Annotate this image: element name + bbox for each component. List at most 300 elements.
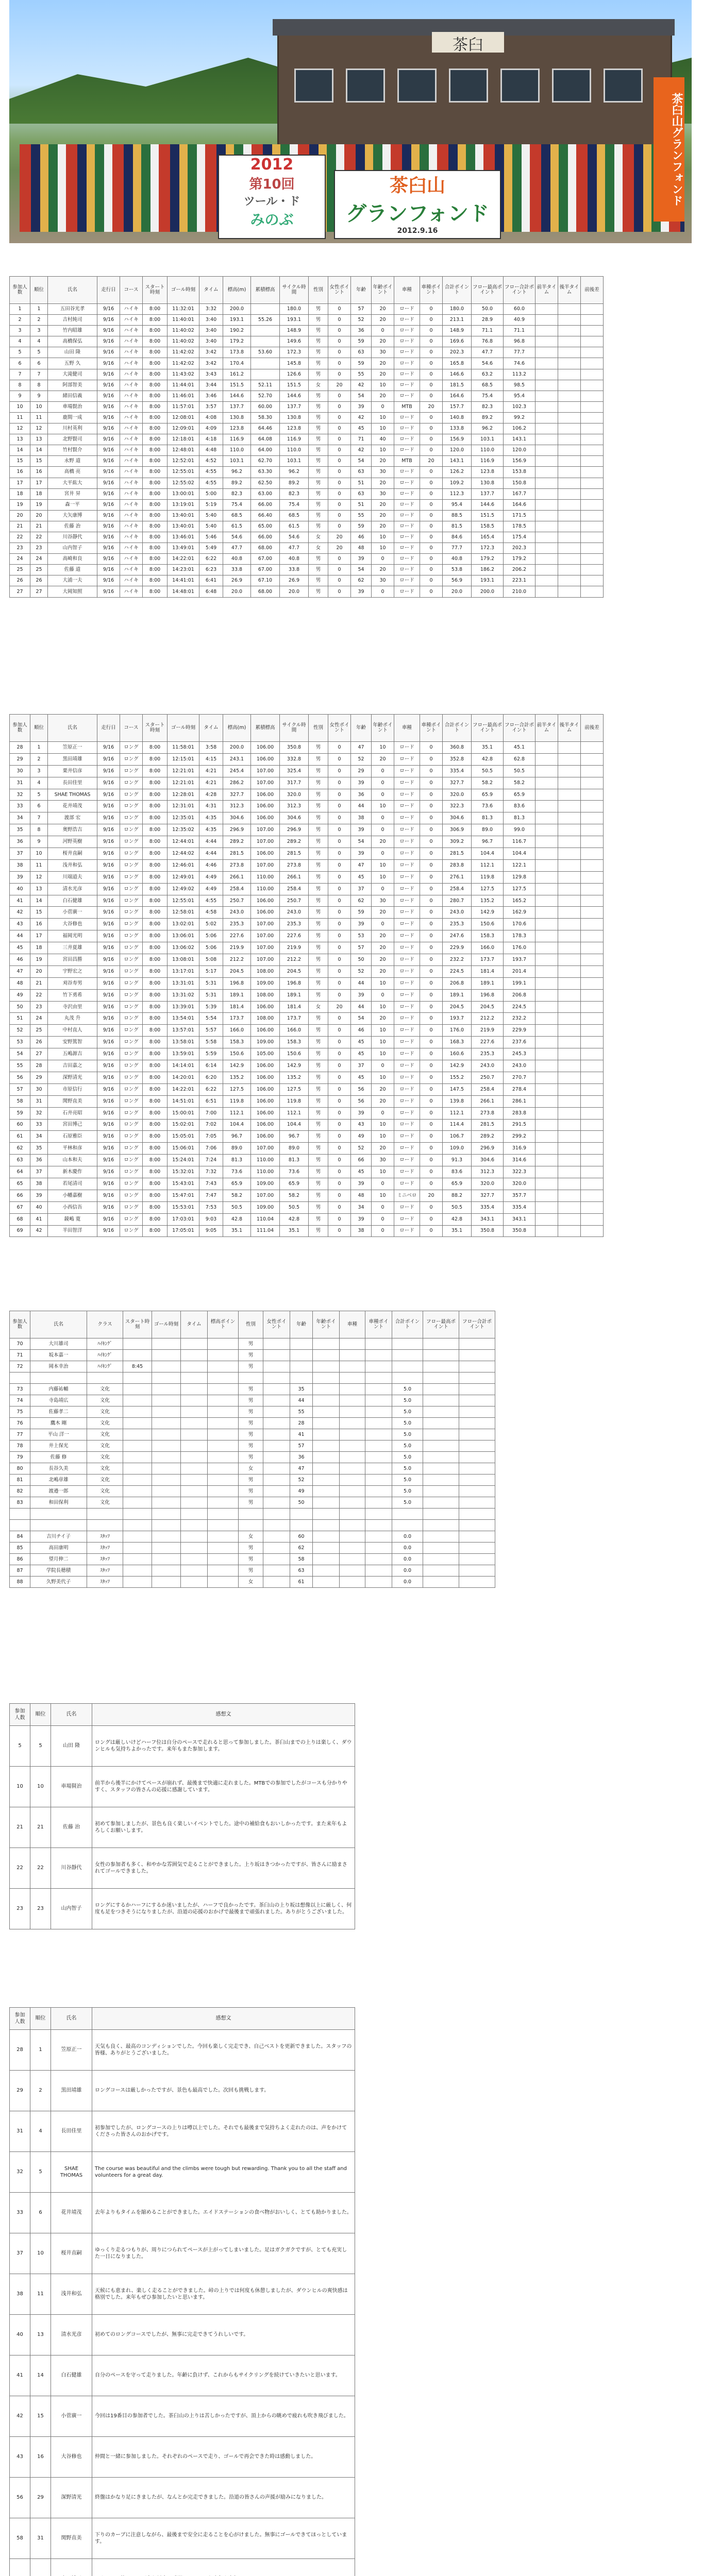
table-cell: 男 (309, 456, 328, 467)
table-row (10, 1166, 604, 1178)
table-cell: 219.9 (223, 942, 251, 954)
table-cell: 川谷靜代 (48, 532, 97, 543)
table-cell (581, 812, 604, 824)
table-cell: 男 (309, 907, 328, 919)
table-cell: 104.4 (280, 1119, 309, 1131)
table-cell: 229.9 (443, 942, 472, 954)
table-cell: 62 (351, 575, 372, 586)
table-cell: 45 (351, 1072, 372, 1083)
table-cell: 女 (239, 1463, 263, 1475)
table-cell: 55.26 (251, 315, 280, 326)
table-cell: 91.3 (443, 1155, 472, 1166)
table-cell: 335.4 (504, 1201, 535, 1213)
table-cell: 9/16 (97, 942, 120, 954)
table-cell (181, 1452, 208, 1463)
table-cell: 0 (420, 1225, 443, 1237)
table-cell (313, 1372, 340, 1384)
table-cell (558, 907, 581, 919)
table-cell (459, 1429, 495, 1440)
table-cell: 竹村賢介 (48, 445, 97, 456)
table-cell: 7:24 (199, 1155, 223, 1166)
table-cell (423, 1543, 459, 1554)
column-header: サイクル時間 (280, 277, 309, 304)
table-cell (181, 1531, 208, 1543)
table-cell: 石原雅臣 (48, 1131, 97, 1143)
table-cell (558, 1037, 581, 1048)
table-cell: 79 (10, 1452, 30, 1463)
table-cell (340, 1429, 365, 1440)
table-cell: 20 (372, 1083, 394, 1095)
table-cell: 53 (351, 930, 372, 942)
table-cell: 41 (10, 895, 30, 907)
table-cell: 0 (328, 336, 351, 347)
table-cell: 0 (328, 412, 351, 423)
table-cell (535, 358, 558, 369)
table-cell: 0 (328, 1143, 351, 1155)
table-cell: 12:08:01 (168, 412, 199, 423)
table-cell: 77.7 (504, 347, 535, 358)
table-cell: 110.0 (280, 445, 309, 456)
table-cell: 22 (30, 989, 48, 1001)
table-cell: 59 (351, 907, 372, 919)
table-cell: 3:40 (199, 336, 223, 347)
table-cell: 327.7 (443, 777, 472, 789)
table-cell: 6:22 (199, 1083, 223, 1095)
table-cell: 104.4 (504, 848, 535, 860)
table-cell: 189.1 (280, 989, 309, 1001)
table-cell: 15:06:01 (168, 1143, 199, 1155)
table-cell: 9/16 (97, 423, 120, 434)
table-cell: 9/16 (97, 954, 120, 966)
table-cell: ロード (394, 1166, 420, 1178)
table-cell (535, 304, 558, 315)
table-cell (423, 1554, 459, 1565)
table-cell: 9/16 (97, 1155, 120, 1166)
table-cell (581, 467, 604, 478)
table-cell (181, 1520, 208, 1531)
table-cell: 38 (30, 1178, 48, 1190)
table-cell: 75.4 (280, 499, 309, 510)
table-cell: 男 (309, 1166, 328, 1178)
table-cell (581, 575, 604, 586)
table-cell: 107.00 (251, 824, 280, 836)
table-cell: 男 (309, 401, 328, 412)
table-cell: 五野 久 (48, 358, 97, 369)
table-cell: 男 (309, 412, 328, 423)
table-cell: 67.00 (251, 565, 280, 575)
table-cell: 8:00 (143, 391, 168, 401)
table-cell: 142.9 (223, 1060, 251, 1072)
table-cell: 0 (420, 434, 443, 445)
table-cell: 0 (328, 1213, 351, 1225)
table-cell: 9/16 (97, 1060, 120, 1072)
table-cell: 12 (10, 423, 30, 434)
table-cell (558, 812, 581, 824)
table-cell: 9/16 (97, 777, 120, 789)
comment-row (10, 2396, 355, 2437)
table-cell: 193.1 (472, 575, 504, 586)
table-row (10, 742, 604, 754)
column-header: 年齢ポイント (313, 1311, 340, 1338)
table-cell (123, 1543, 152, 1554)
table-row (10, 812, 604, 824)
table-cell: ロード (394, 586, 420, 597)
table-cell: ロング (120, 1037, 143, 1048)
table-row (10, 1060, 604, 1072)
table-cell: 173.7 (280, 1013, 309, 1025)
comments-table (9, 2007, 355, 2576)
table-cell: 9/16 (97, 871, 120, 883)
table-cell (535, 336, 558, 347)
table-cell (558, 1166, 581, 1178)
table-cell: 20 (372, 965, 394, 977)
table-cell (558, 358, 581, 369)
table-cell (123, 1418, 152, 1429)
table-cell: 0 (328, 1155, 351, 1166)
table-cell: 男 (239, 1452, 263, 1463)
table-cell: 5:54 (199, 1013, 223, 1025)
table-cell: ロング (120, 930, 143, 942)
table-cell: 9/16 (97, 499, 120, 510)
table-cell: 8:00 (143, 543, 168, 554)
comment-cell: 23 (10, 1889, 30, 1929)
table-cell: 104.4 (472, 848, 504, 860)
table-cell: 123.8 (223, 423, 251, 434)
event-group-photo (9, 0, 692, 243)
table-cell: 坂本嘉一 (30, 1350, 87, 1361)
table-cell: 0.0 (392, 1543, 423, 1554)
table-cell: ロード (394, 753, 420, 765)
table-cell: 53.8 (443, 565, 472, 575)
table-cell: 0 (420, 871, 443, 883)
comment-text: 終盤はかなり足にきましたが、なんとか完走できました。沿道の皆さんの声援が励みになりました。 (92, 2478, 355, 2518)
table-cell: 60 (10, 1119, 30, 1131)
table-cell: 男 (309, 1025, 328, 1037)
table-cell (251, 336, 280, 347)
table-cell: 30 (372, 347, 394, 358)
table-cell: 106.00 (251, 907, 280, 919)
table-cell (459, 1440, 495, 1452)
table-cell: 9/16 (97, 304, 120, 315)
table-cell: 8:00 (143, 895, 168, 907)
column-header: フロー合計ポイント (504, 715, 535, 742)
table-cell: ロング (120, 1083, 143, 1095)
table-cell: 55 (10, 1060, 30, 1072)
table-cell: 18 (30, 488, 48, 499)
table-cell: 106.00 (251, 1083, 280, 1095)
table-cell: 65.9 (443, 1178, 472, 1190)
table-cell: 30 (30, 1083, 48, 1095)
table-cell: 108.00 (251, 1013, 280, 1025)
table-cell: 笠原正一 (48, 742, 97, 754)
table-cell: 4:55 (199, 478, 223, 488)
table-cell: 52 (290, 1475, 313, 1486)
table-cell: 17 (30, 478, 48, 488)
comment-row (10, 2437, 355, 2478)
table-cell: 71 (351, 434, 372, 445)
header-row (10, 1704, 355, 1726)
table-cell: 316.9 (504, 1143, 535, 1155)
table-cell (581, 1095, 604, 1107)
table-cell: 宮井 昇 (48, 488, 97, 499)
table-cell (313, 1509, 340, 1520)
table-cell: 12:35:01 (168, 812, 199, 824)
table-cell: 61 (290, 1577, 313, 1588)
table-cell: 212.2 (280, 954, 309, 966)
table-cell: 49 (10, 989, 30, 1001)
table-cell (535, 554, 558, 565)
table-cell (581, 1178, 604, 1190)
table-cell: 高橋保弘 (48, 336, 97, 347)
table-cell: 81 (10, 1475, 30, 1486)
table-cell (558, 543, 581, 554)
table-cell: 110.00 (251, 1155, 280, 1166)
table-cell (581, 1190, 604, 1201)
table-cell: 0 (420, 930, 443, 942)
table-cell: 0 (328, 1225, 351, 1237)
table-cell: 42.8 (223, 1213, 251, 1225)
table-cell (340, 1338, 365, 1350)
table-cell: 0 (420, 1166, 443, 1178)
table-cell (459, 1350, 495, 1361)
table-cell: 186.2 (472, 565, 504, 575)
table-cell: ロード (394, 1225, 420, 1237)
table-cell (558, 954, 581, 966)
table-cell: 0 (328, 586, 351, 597)
table-cell: 9/16 (97, 1131, 120, 1143)
table-cell: 14:41:01 (168, 575, 199, 586)
table-cell: ｽﾀｯﾌ (87, 1577, 123, 1588)
table-cell: 7:53 (199, 1201, 223, 1213)
table-cell (208, 1418, 239, 1429)
table-cell (152, 1543, 181, 1554)
table-cell: 0 (328, 554, 351, 565)
table-cell: 0 (328, 1119, 351, 1131)
table-cell: 0 (328, 478, 351, 488)
comment-cell: 29 (10, 2071, 30, 2111)
table-cell (558, 1025, 581, 1037)
table-cell: 0 (372, 1178, 394, 1190)
table-cell: 151.5 (280, 380, 309, 391)
table-cell: 55 (290, 1406, 313, 1418)
table-cell: 9/16 (97, 1201, 120, 1213)
table-cell: 20 (372, 1095, 394, 1107)
table-cell: 4:48 (199, 445, 223, 456)
table-row (10, 1201, 604, 1213)
table-cell: 245.3 (504, 1048, 535, 1060)
table-cell: 車場賢治 (48, 401, 97, 412)
table-row (10, 434, 604, 445)
table-cell: 男 (309, 304, 328, 315)
table-cell (263, 1440, 290, 1452)
table-cell: 12:46:01 (168, 859, 199, 871)
table-cell: 12:48:01 (168, 445, 199, 456)
table-cell: ハイキ (120, 315, 143, 326)
table-cell (581, 434, 604, 445)
table-cell (392, 1350, 423, 1361)
table-cell (208, 1384, 239, 1395)
table-cell: 内藤祐輔 (30, 1384, 87, 1395)
table-row (10, 445, 604, 456)
table-cell: 67.00 (251, 554, 280, 565)
column-header: 走行日 (97, 715, 120, 742)
table-cell: 9/16 (97, 401, 120, 412)
table-cell: 299.2 (504, 1131, 535, 1143)
table-cell: 5:31 (199, 989, 223, 1001)
table-cell (581, 1013, 604, 1025)
table-cell (263, 1372, 290, 1384)
comment-cell: 5 (30, 2152, 51, 2193)
table-cell: 142.9 (443, 1060, 472, 1072)
table-cell: 13:06:01 (168, 930, 199, 942)
table-cell: ロード (394, 930, 420, 942)
table-cell: 47.7 (472, 347, 504, 358)
table-cell: 164.6 (443, 391, 472, 401)
comment-cell: 佐藤 治 (51, 1807, 92, 1848)
table-cell: 9 (30, 391, 48, 401)
table-row (10, 575, 604, 586)
table-cell (208, 1338, 239, 1350)
table-cell: 317.7 (280, 777, 309, 789)
table-cell: 9/16 (97, 789, 120, 801)
table-cell: 3 (30, 326, 48, 336)
table-cell: ﾊｲｷﾝｸﾞ (87, 1338, 123, 1350)
table-cell: 8:00 (143, 942, 168, 954)
table-cell: 30 (372, 575, 394, 586)
table-cell: ロード (394, 315, 420, 326)
table-cell: 0 (420, 488, 443, 499)
table-cell: 男 (309, 753, 328, 765)
table-cell: 8:00 (143, 812, 168, 824)
table-cell: 170.4 (223, 358, 251, 369)
table-cell: 8:00 (143, 836, 168, 848)
table-cell: 66.00 (251, 499, 280, 510)
table-cell (365, 1531, 392, 1543)
table-cell (558, 1107, 581, 1119)
table-cell: 9/16 (97, 445, 120, 456)
table-cell: 151.5 (472, 510, 504, 521)
table-cell: 47 (351, 742, 372, 754)
comment-text: 自分のペースを守って走りました。年齢に負けず、これからもサイクリングを続けていきたいと思います。 (92, 2355, 355, 2396)
table-cell: ハイキ (120, 347, 143, 358)
table-cell: 27 (30, 586, 48, 597)
comment-cell: 10 (30, 1767, 51, 1807)
table-cell (535, 1119, 558, 1131)
table-row (10, 1531, 495, 1543)
table-cell: 20 (372, 456, 394, 467)
table-cell: 35 (30, 1143, 48, 1155)
table-row (10, 753, 604, 765)
table-cell: 119.8 (472, 871, 504, 883)
table-cell: 258.4 (223, 883, 251, 895)
table-cell (581, 565, 604, 575)
table-cell: 0 (328, 954, 351, 966)
table-cell (581, 836, 604, 848)
table-cell: 12:52:01 (168, 456, 199, 467)
table-row (10, 1497, 495, 1509)
table-cell: 男 (309, 478, 328, 488)
table-cell: 16 (30, 919, 48, 930)
table-cell (365, 1554, 392, 1565)
table-row (10, 1395, 495, 1406)
table-cell (581, 304, 604, 315)
table-cell (365, 1486, 392, 1497)
table-cell: 327.7 (472, 1190, 504, 1201)
table-cell: 66.40 (251, 510, 280, 521)
table-cell: ｽﾀｯﾌ (87, 1543, 123, 1554)
table-cell: ロード (394, 1013, 420, 1025)
table-cell: 51 (351, 478, 372, 488)
table-cell (459, 1338, 495, 1350)
table-cell: 39 (351, 586, 372, 597)
table-cell: 243.0 (280, 907, 309, 919)
table-cell: 63 (351, 467, 372, 478)
table-cell (459, 1497, 495, 1509)
table-cell: 144.6 (472, 499, 504, 510)
table-cell: 40 (30, 1201, 48, 1213)
table-cell: ロード (394, 954, 420, 966)
column-header: クラス (87, 1311, 123, 1338)
table-cell: 219.9 (280, 942, 309, 954)
table-cell: 322.3 (443, 801, 472, 812)
table-cell (535, 789, 558, 801)
column-header: 年齢 (351, 277, 372, 304)
table-cell: 男 (309, 1072, 328, 1083)
table-cell: 0 (372, 765, 394, 777)
table-cell: 5:06 (199, 942, 223, 954)
table-cell (181, 1440, 208, 1452)
table-cell: 26.9 (280, 575, 309, 586)
table-cell: 96.7 (472, 836, 504, 848)
table-cell: ロング (120, 977, 143, 989)
table-cell (423, 1486, 459, 1497)
table-cell: 62.8 (504, 753, 535, 765)
table-cell: 155.2 (443, 1072, 472, 1083)
table-cell: ロング (120, 1013, 143, 1025)
table-cell (581, 824, 604, 836)
table-cell: 9/16 (97, 1095, 120, 1107)
table-cell (181, 1372, 208, 1384)
table-cell: 99.2 (504, 412, 535, 423)
table-cell: 54 (351, 391, 372, 401)
table-cell (290, 1338, 313, 1350)
table-cell: ロード (394, 1083, 420, 1095)
table-cell: ロング (120, 1166, 143, 1178)
table-cell: 川端道夫 (48, 871, 97, 883)
table-cell: 9/16 (97, 1190, 120, 1201)
table-cell: 0 (328, 812, 351, 824)
table-cell (558, 1072, 581, 1083)
table-cell: 0 (420, 554, 443, 565)
table-row (10, 347, 604, 358)
table-cell: 3:32 (199, 304, 223, 315)
table-cell: 33.8 (280, 565, 309, 575)
table-cell: 9/16 (97, 1143, 120, 1155)
table-cell (535, 467, 558, 478)
table-cell (152, 1338, 181, 1350)
table-cell (365, 1406, 392, 1418)
table-cell (535, 848, 558, 860)
comment-cell: 深野清光 (51, 2478, 92, 2518)
table-cell: 佐藤 道 (48, 565, 97, 575)
table-cell: ロード (394, 1095, 420, 1107)
table-cell: 109.00 (251, 1037, 280, 1048)
table-cell: 81.3 (223, 1155, 251, 1166)
column-header: フロー最高ポイント (423, 1311, 459, 1338)
table-cell (459, 1520, 495, 1531)
table-cell: 刈谷寿男 (48, 977, 97, 989)
table-cell: 3 (10, 326, 30, 336)
